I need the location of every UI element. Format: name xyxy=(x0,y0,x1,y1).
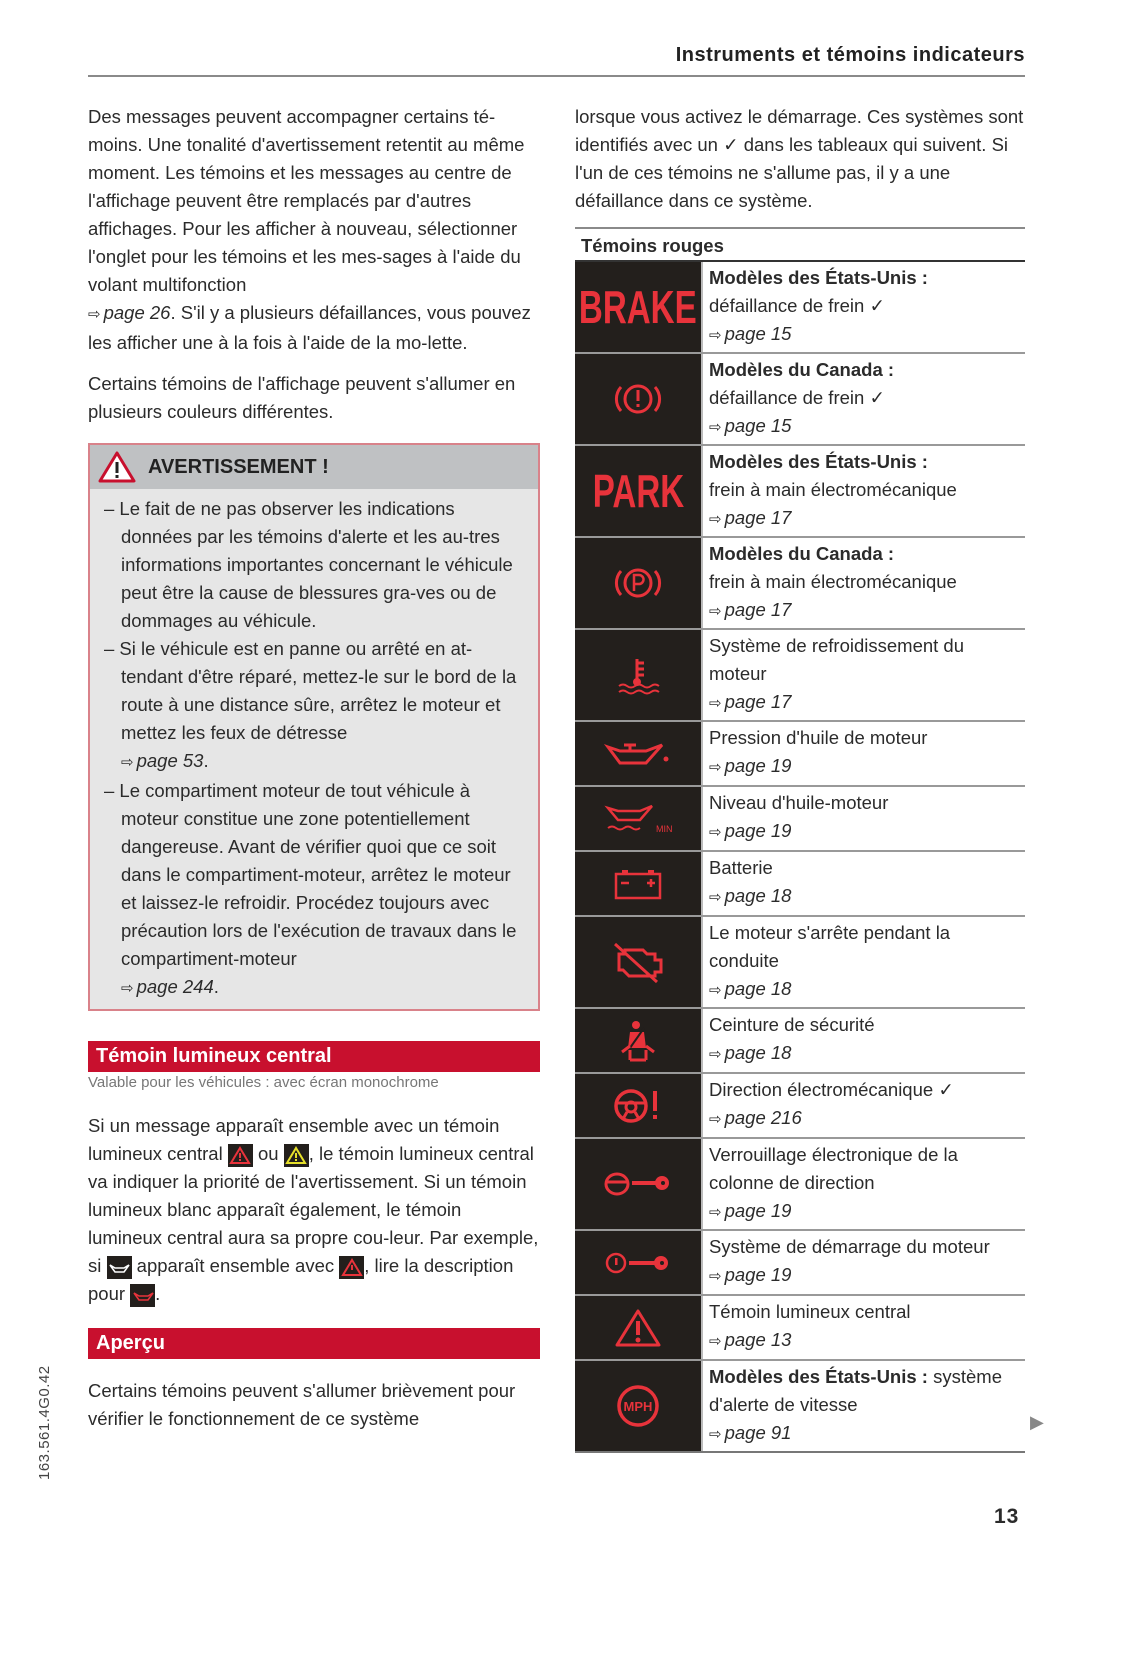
text: – Le compartiment moteur de tout véhicule à moteur constitue une zone potentiellement dangereuse. Avant de vérifier quoi que ce soit dans le compartiment-moteur, arrêtez le moteur et laissez-le refroidir. Procédez toujours avec précaution lors de l'exécution de travaux dans le compartiment-moteur xyxy=(104,780,517,969)
text: Niveau d'huile-moteur xyxy=(709,792,889,813)
battery-icon xyxy=(575,852,703,915)
page-ref-link[interactable]: page 19 xyxy=(724,755,792,776)
text: Ceinture de sécurité xyxy=(709,1014,875,1035)
table-row xyxy=(575,1231,1025,1296)
warning-item xyxy=(104,495,524,635)
page-ref-link[interactable]: page 18 xyxy=(724,1042,792,1063)
overview-paragraph: Certains témoins peuvent s'allumer brièvement pour vérifier le fonctionnement de ce système xyxy=(88,1380,516,1429)
text: défaillance de frein xyxy=(709,295,865,316)
table-row xyxy=(575,1074,1025,1139)
page-ref-link[interactable]: page 244 xyxy=(136,976,214,997)
text: ou xyxy=(257,1143,279,1164)
text: Des messages peuvent accompagner certains té-moins. Une tonalité d'avertissement retentit au même moment. Les témoins et les messages au centre de l'affichage peuvent être remplacés par d'autres affichages. Pour les afficher à nouveau, sélectionner l'onglet pour les témoins et les mes-sages à l'aide du volant multifonction xyxy=(88,106,525,295)
page-ref-link[interactable]: page 13 xyxy=(724,1329,792,1350)
text: – Si le véhicule est en panne ou arrêté en at-tendant d'être réparé, mettez-le sur le bord de la route à une distance sûre, arrêtez le moteur et mettez les feux de détresse xyxy=(104,638,517,743)
text: Direction électromécanique xyxy=(709,1079,934,1100)
page-ref-link[interactable]: page 18 xyxy=(724,885,792,906)
warning-title: AVERTISSEMENT ! xyxy=(148,456,329,478)
text: Verrouillage électronique de la colonne de direction xyxy=(709,1144,958,1193)
text: . xyxy=(155,1283,161,1304)
arrow-icon: ⇨ xyxy=(88,306,101,323)
label: Modèles des États-Unis : xyxy=(709,451,928,472)
page-number: 13 xyxy=(994,1505,1020,1528)
table-row xyxy=(575,917,1025,1009)
text: frein à main électromécanique xyxy=(709,479,957,500)
right-column xyxy=(575,103,1025,1453)
white-oil-can-icon xyxy=(107,1256,132,1279)
arrow-icon: ⇨ xyxy=(709,1046,722,1063)
text: frein à main électromécanique xyxy=(709,571,957,592)
arrow-icon: ⇨ xyxy=(709,603,722,620)
warning-box xyxy=(88,443,540,1011)
text: système d'alerte de vitesse xyxy=(709,1366,1002,1415)
table-row xyxy=(575,538,1025,630)
label: Modèles des États-Unis : xyxy=(709,267,928,288)
page-ref-link[interactable]: page 53 xyxy=(136,750,204,771)
text: défaillance de frein xyxy=(709,387,865,408)
table-row xyxy=(575,1009,1025,1074)
arrow-icon: ⇨ xyxy=(709,695,722,712)
table-row xyxy=(575,262,1025,354)
yellow-warning-icon xyxy=(284,1144,309,1167)
intro-continued: lorsque vous activez le démarrage. Ces systèmes sont identifiés avec un ✓ dans les tableaux qui suivent. Si l'un de ces témoins ne s'allume pas, il y a une défaillance dans ce système. xyxy=(575,106,1024,211)
page-ref-link[interactable]: page 26 xyxy=(103,302,171,323)
red-oil-can-icon xyxy=(130,1284,155,1307)
table-row xyxy=(575,630,1025,722)
page-ref-link[interactable]: page 19 xyxy=(724,1200,792,1221)
steering-lock-key-icon xyxy=(575,1139,703,1229)
text: , lire la description pour xyxy=(88,1255,514,1304)
arrow-icon: ⇨ xyxy=(709,327,722,344)
seat-belt-icon xyxy=(575,1009,703,1072)
validity-note: Valable pour les véhicules : avec écran monochrome xyxy=(88,1074,439,1091)
text: Si un message apparaît ensemble avec un témoin lumineux central xyxy=(88,1115,500,1164)
central-warning-icon xyxy=(575,1296,703,1359)
brake-label: BRAKE xyxy=(579,281,697,333)
red-warning-icon xyxy=(228,1144,253,1167)
table-row xyxy=(575,852,1025,917)
arrow-icon: ⇨ xyxy=(709,1111,722,1128)
red-indicators-table xyxy=(575,262,1025,1453)
section-heading: Aperçu xyxy=(88,1328,540,1359)
warning-header xyxy=(90,445,538,489)
steering-warning-icon xyxy=(575,1074,703,1137)
text: – Le fait de ne pas observer les indications données par les témoins d'alerte et les au-tres informations importantes concernant le véhicule peut être la cause de blessures gra-ves ou de dommages au véhicule. xyxy=(104,498,513,631)
min-label: MIN xyxy=(656,823,673,834)
central-indicator-paragraph xyxy=(88,1112,540,1308)
colors-paragraph: Certains témoins de l'affichage peuvent s'allumer en plusieurs couleurs différentes. xyxy=(88,373,516,422)
arrow-icon: ⇨ xyxy=(709,824,722,841)
text: , le témoin lumineux central va indiquer la priorité de l'avertissement. Si un témoin lumineux blanc apparaît également, le témoin lumineux central aura sa propre cou-leur. Par exemple, si xyxy=(88,1143,539,1276)
arrow-icon: ⇨ xyxy=(121,980,134,997)
running-header: Instruments et témoins indicateurs xyxy=(675,44,1025,66)
page-ref-link[interactable]: page 17 xyxy=(724,599,792,620)
engine-start-key-icon xyxy=(575,1231,703,1294)
mph-label: MPH xyxy=(623,1399,653,1414)
speed-warning-mph-icon xyxy=(575,1361,703,1451)
arrow-icon: ⇨ xyxy=(709,1426,722,1443)
label: Modèles des États-Unis : xyxy=(709,1366,928,1387)
arrow-icon: ⇨ xyxy=(709,511,722,528)
page-ref-link[interactable]: page 216 xyxy=(724,1107,802,1128)
check-icon: ✓ xyxy=(938,1079,954,1100)
section-heading: Témoin lumineux central xyxy=(88,1041,540,1072)
text: Pression d'huile de moteur xyxy=(709,727,928,748)
arrow-icon: ⇨ xyxy=(121,754,134,771)
page-ref-link[interactable]: page 17 xyxy=(724,691,792,712)
page-ref-link[interactable]: page 19 xyxy=(724,820,792,841)
arrow-icon: ⇨ xyxy=(709,1268,722,1285)
intro-paragraph xyxy=(88,103,540,357)
table-row xyxy=(575,1139,1025,1231)
label: Modèles du Canada : xyxy=(709,359,895,380)
page-ref-link[interactable]: page 19 xyxy=(724,1264,792,1285)
warning-triangle-icon xyxy=(98,451,136,483)
arrow-icon: ⇨ xyxy=(709,1333,722,1350)
arrow-icon: ⇨ xyxy=(709,889,722,906)
coolant-temperature-icon xyxy=(575,630,703,720)
arrow-icon: ⇨ xyxy=(709,1204,722,1221)
table-row xyxy=(575,722,1025,787)
table-row xyxy=(575,446,1025,538)
oil-level-icon xyxy=(575,787,703,850)
text: apparaît ensemble avec xyxy=(136,1255,335,1276)
text: Système de refroidissement du moteur xyxy=(709,635,965,684)
arrow-icon: ⇨ xyxy=(709,982,722,999)
page-ref-link[interactable]: page 91 xyxy=(724,1422,792,1443)
check-icon: ✓ xyxy=(869,295,885,316)
text: Système de démarrage du moteur xyxy=(709,1236,990,1257)
page-ref-link[interactable]: page 15 xyxy=(724,323,792,344)
warning-item: – Le compartiment moteur de tout véhicule à moteur constitue une zone potentiellement dangereuse. Avant de vérifier quoi que ce soit dans le compartiment-moteur, arrêtez le moteur et laissez-le refroidir. Procédez toujours avec précaution lors de l'exécution de travaux dans le compartiment-moteur ⇨ page 244. xyxy=(104,780,517,997)
arrow-icon: ⇨ xyxy=(709,419,722,436)
left-column xyxy=(88,103,540,1446)
table-row xyxy=(575,787,1025,852)
page-ref-link[interactable]: page 18 xyxy=(724,978,792,999)
table-row xyxy=(575,1296,1025,1361)
table-title: Témoins rouges xyxy=(575,227,1025,262)
engine-stop-icon xyxy=(575,917,703,1007)
brake-text-icon xyxy=(575,262,703,352)
text: Témoin lumineux central xyxy=(709,1301,911,1322)
brake-circle-icon xyxy=(575,354,703,444)
park-label: PARK xyxy=(592,465,684,517)
table-row xyxy=(575,1361,1025,1453)
text: Batterie xyxy=(709,857,773,878)
text: Le moteur s'arrête pendant la conduite xyxy=(709,922,951,971)
oil-pressure-icon xyxy=(575,722,703,785)
page-ref-link[interactable]: page 17 xyxy=(724,507,792,528)
warning-item: – Si le véhicule est en panne ou arrêté en at-tendant d'être réparé, mettez-le sur le bord de la route à une distance sûre, arrêtez le moteur et mettez les feux de détresse ⇨ page 53. xyxy=(104,638,517,771)
park-text-icon xyxy=(575,446,703,536)
red-warning-icon xyxy=(339,1256,364,1279)
document-code: 163.561.4G0.42 xyxy=(36,1365,53,1480)
header-rule xyxy=(88,75,1025,77)
table-row xyxy=(575,354,1025,446)
label: Modèles du Canada : xyxy=(709,543,895,564)
page-ref-link[interactable]: page 15 xyxy=(724,415,792,436)
parking-brake-icon xyxy=(575,538,703,628)
arrow-icon: ⇨ xyxy=(709,759,722,776)
text: . S'il y a plusieurs défaillances, vous pouvez les afficher une à la fois à l'aide de la mo-lette. xyxy=(88,302,531,353)
check-icon: ✓ xyxy=(869,387,885,408)
next-page-arrow-icon[interactable]: ▶ xyxy=(1030,1412,1044,1432)
